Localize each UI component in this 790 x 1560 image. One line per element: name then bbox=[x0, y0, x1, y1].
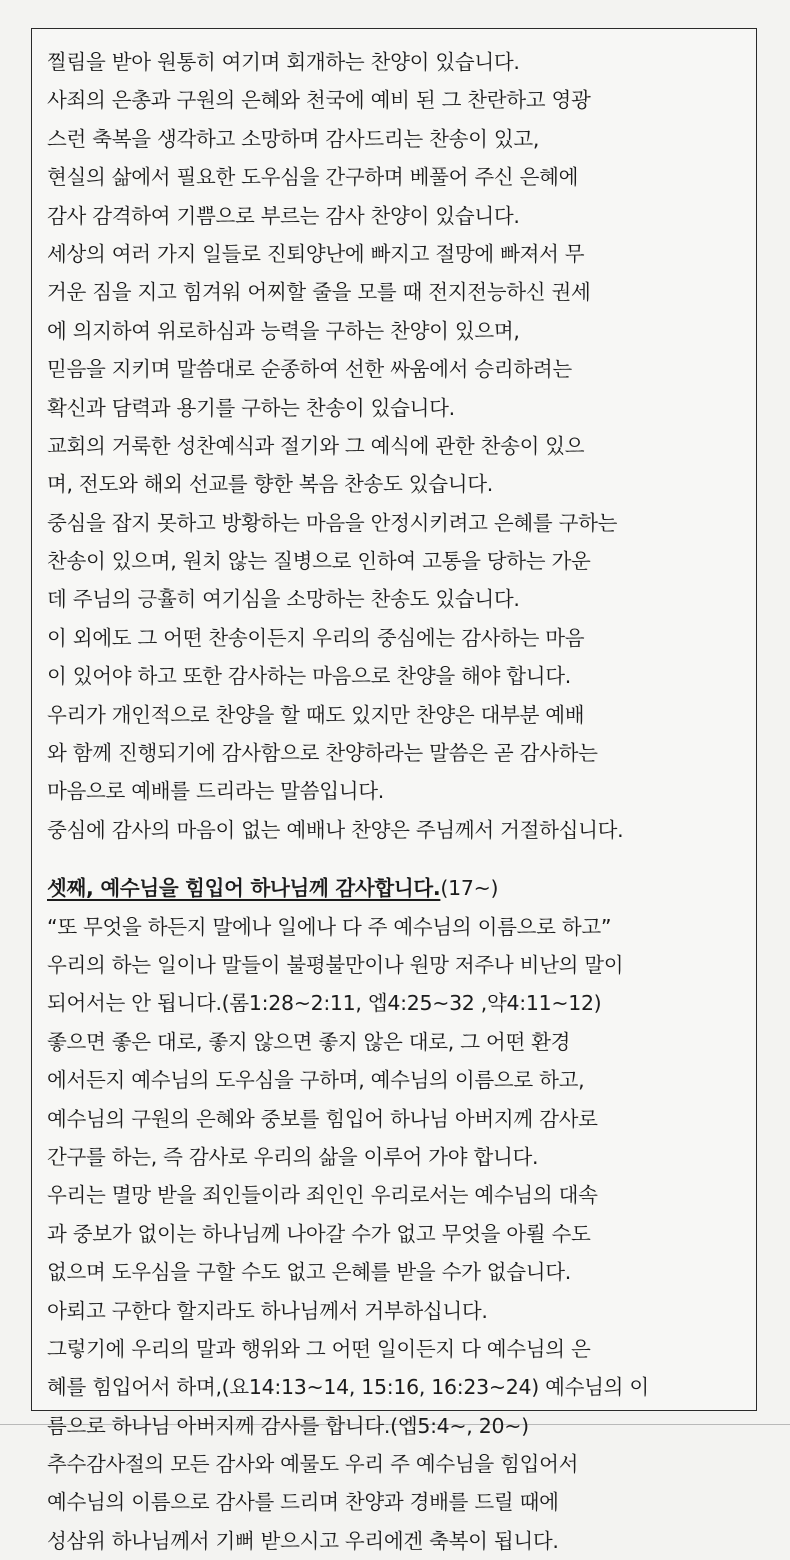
text-line: 현실의 삶에서 필요한 도우심을 간구하며 베풀어 주신 은혜에 bbox=[47, 165, 579, 190]
text-line: 확신과 담력과 용기를 구하는 찬송이 있습니다. bbox=[47, 395, 455, 420]
text-line: 우리는 멸망 받을 죄인들이라 죄인인 우리로서는 예수님의 대속 bbox=[47, 1183, 598, 1208]
text-line: 혜를 힘입어서 하며,(요14:13~14, 15:16, 16:23~24) 예수님의 이 bbox=[47, 1375, 649, 1400]
text-line: 세상의 여러 가지 일들로 진퇴양난에 빠지고 절망에 빠져서 무 bbox=[47, 241, 585, 266]
text-line: 찔림을 받아 원통히 여기며 회개하는 찬양이 있습니다. bbox=[47, 50, 520, 74]
text-line: 스런 축복을 생각하고 소망하며 감사드리는 찬송이 있고, bbox=[47, 126, 540, 151]
text-line: 좋으면 좋은 대로, 좋지 않으면 좋지 않은 대로, 그 어떤 환경 bbox=[47, 1029, 571, 1054]
text-line: 추수감사절의 모든 감사와 예물도 우리 주 예수님을 힘입어서 bbox=[47, 1452, 579, 1477]
text-line: 우리의 하는 일이나 말들이 불평불만이나 원망 저주나 비난의 말이 bbox=[47, 952, 624, 977]
text-line: 그렇기에 우리의 말과 행위와 그 어떤 일이든지 다 예수님의 은 bbox=[47, 1336, 591, 1361]
text-line: 과 중보가 없이는 하나님께 나아갈 수가 없고 무엇을 아뢸 수도 bbox=[47, 1221, 591, 1246]
text-line: “또 무엇을 하든지 말에나 일에나 다 주 예수님의 이름으로 하고” bbox=[47, 914, 612, 939]
text-line: 아뢰고 구한다 할지라도 하나님께서 거부하십니다. bbox=[47, 1298, 488, 1323]
text-line: 사죄의 은총과 구원의 은혜와 천국에 예비 된 그 찬란하고 영광 bbox=[47, 88, 591, 113]
text-line: 찬송이 있으며, 원치 않는 질병으로 인하여 고통을 당하는 가운 bbox=[47, 549, 591, 574]
text-line: 성삼위 하나님께서 기뻐 받으시고 우리에겐 축복이 됩니다. bbox=[47, 1528, 559, 1553]
text-line: 에서든지 예수님의 도우심을 구하며, 예수님의 이름으로 하고, bbox=[47, 1068, 585, 1093]
text-line: 중심에 감사의 마음이 없는 예배나 찬양은 주님께서 거절하십니다. bbox=[47, 817, 624, 842]
text-line: 되어서는 안 됩니다.(롬1:28~2:11, 엡4:25~32 ,약4:11~12) bbox=[47, 991, 602, 1016]
text-line: 이 있어야 하고 또한 감사하는 마음으로 찬양을 해야 합니다. bbox=[47, 664, 572, 689]
text-line: 없으며 도우심을 구할 수도 없고 은혜를 받을 수가 없습니다. bbox=[47, 1260, 572, 1285]
text-line: 마음으로 예배를 드리라는 말씀입니다. bbox=[47, 779, 384, 804]
paragraph-block-2 bbox=[47, 908, 747, 1560]
text-line: 예수님의 이름으로 감사를 드리며 찬양과 경배를 드릴 때에 bbox=[47, 1490, 559, 1515]
text-line: 우리가 개인적으로 찬양을 할 때도 있지만 찬양은 대부분 예배 bbox=[47, 702, 585, 727]
text-line: 와 함께 진행되기에 감사함으로 찬양하라는 말씀은 곧 감사하는 bbox=[47, 741, 598, 766]
text-line: 이 외에도 그 어떤 찬송이든지 우리의 중심에는 감사하는 마음 bbox=[47, 625, 585, 650]
text-line: 감사 감격하여 기쁨으로 부르는 감사 찬양이 있습니다. bbox=[47, 203, 520, 228]
text-line: 믿음을 지키며 말씀대로 순종하여 선한 싸움에서 승리하려는 bbox=[47, 357, 572, 382]
text-line: 며, 전도와 해외 선교를 향한 복음 찬송도 있습니다. bbox=[47, 472, 494, 497]
text-line: 교회의 거룩한 성찬예식과 절기와 그 예식에 관한 찬송이 있으 bbox=[47, 433, 585, 458]
text-line: 거운 짐을 지고 힘겨워 어찌할 줄을 모를 때 전지전능하신 권세 bbox=[47, 280, 591, 305]
text-line: 에 의지하여 위로하심과 능력을 구하는 찬양이 있으며, bbox=[47, 318, 520, 343]
section-heading-ref: (17~) bbox=[440, 876, 499, 901]
text-line: 간구를 하는, 즉 감사로 우리의 삶을 이루어 가야 합니다. bbox=[47, 1144, 539, 1169]
document-body bbox=[47, 43, 747, 1560]
section-heading bbox=[47, 869, 747, 907]
text-line: 름으로 하나님 아버지께 감사를 합니다.(엡5:4~, 20~) bbox=[47, 1413, 529, 1438]
paragraph-block-1 bbox=[47, 43, 747, 849]
section-heading-title: 셋째, 예수님을 힘입어 하나님께 감사합니다. bbox=[47, 876, 441, 901]
text-line: 데 주님의 긍휼히 여기심을 소망하는 찬송도 있습니다. bbox=[47, 587, 520, 612]
text-line: 중심을 잡지 못하고 방황하는 마음을 안정시키려고 은혜를 구하는 bbox=[47, 510, 618, 535]
text-line: 예수님의 구원의 은혜와 중보를 힘입어 하나님 아버지께 감사로 bbox=[47, 1106, 598, 1131]
